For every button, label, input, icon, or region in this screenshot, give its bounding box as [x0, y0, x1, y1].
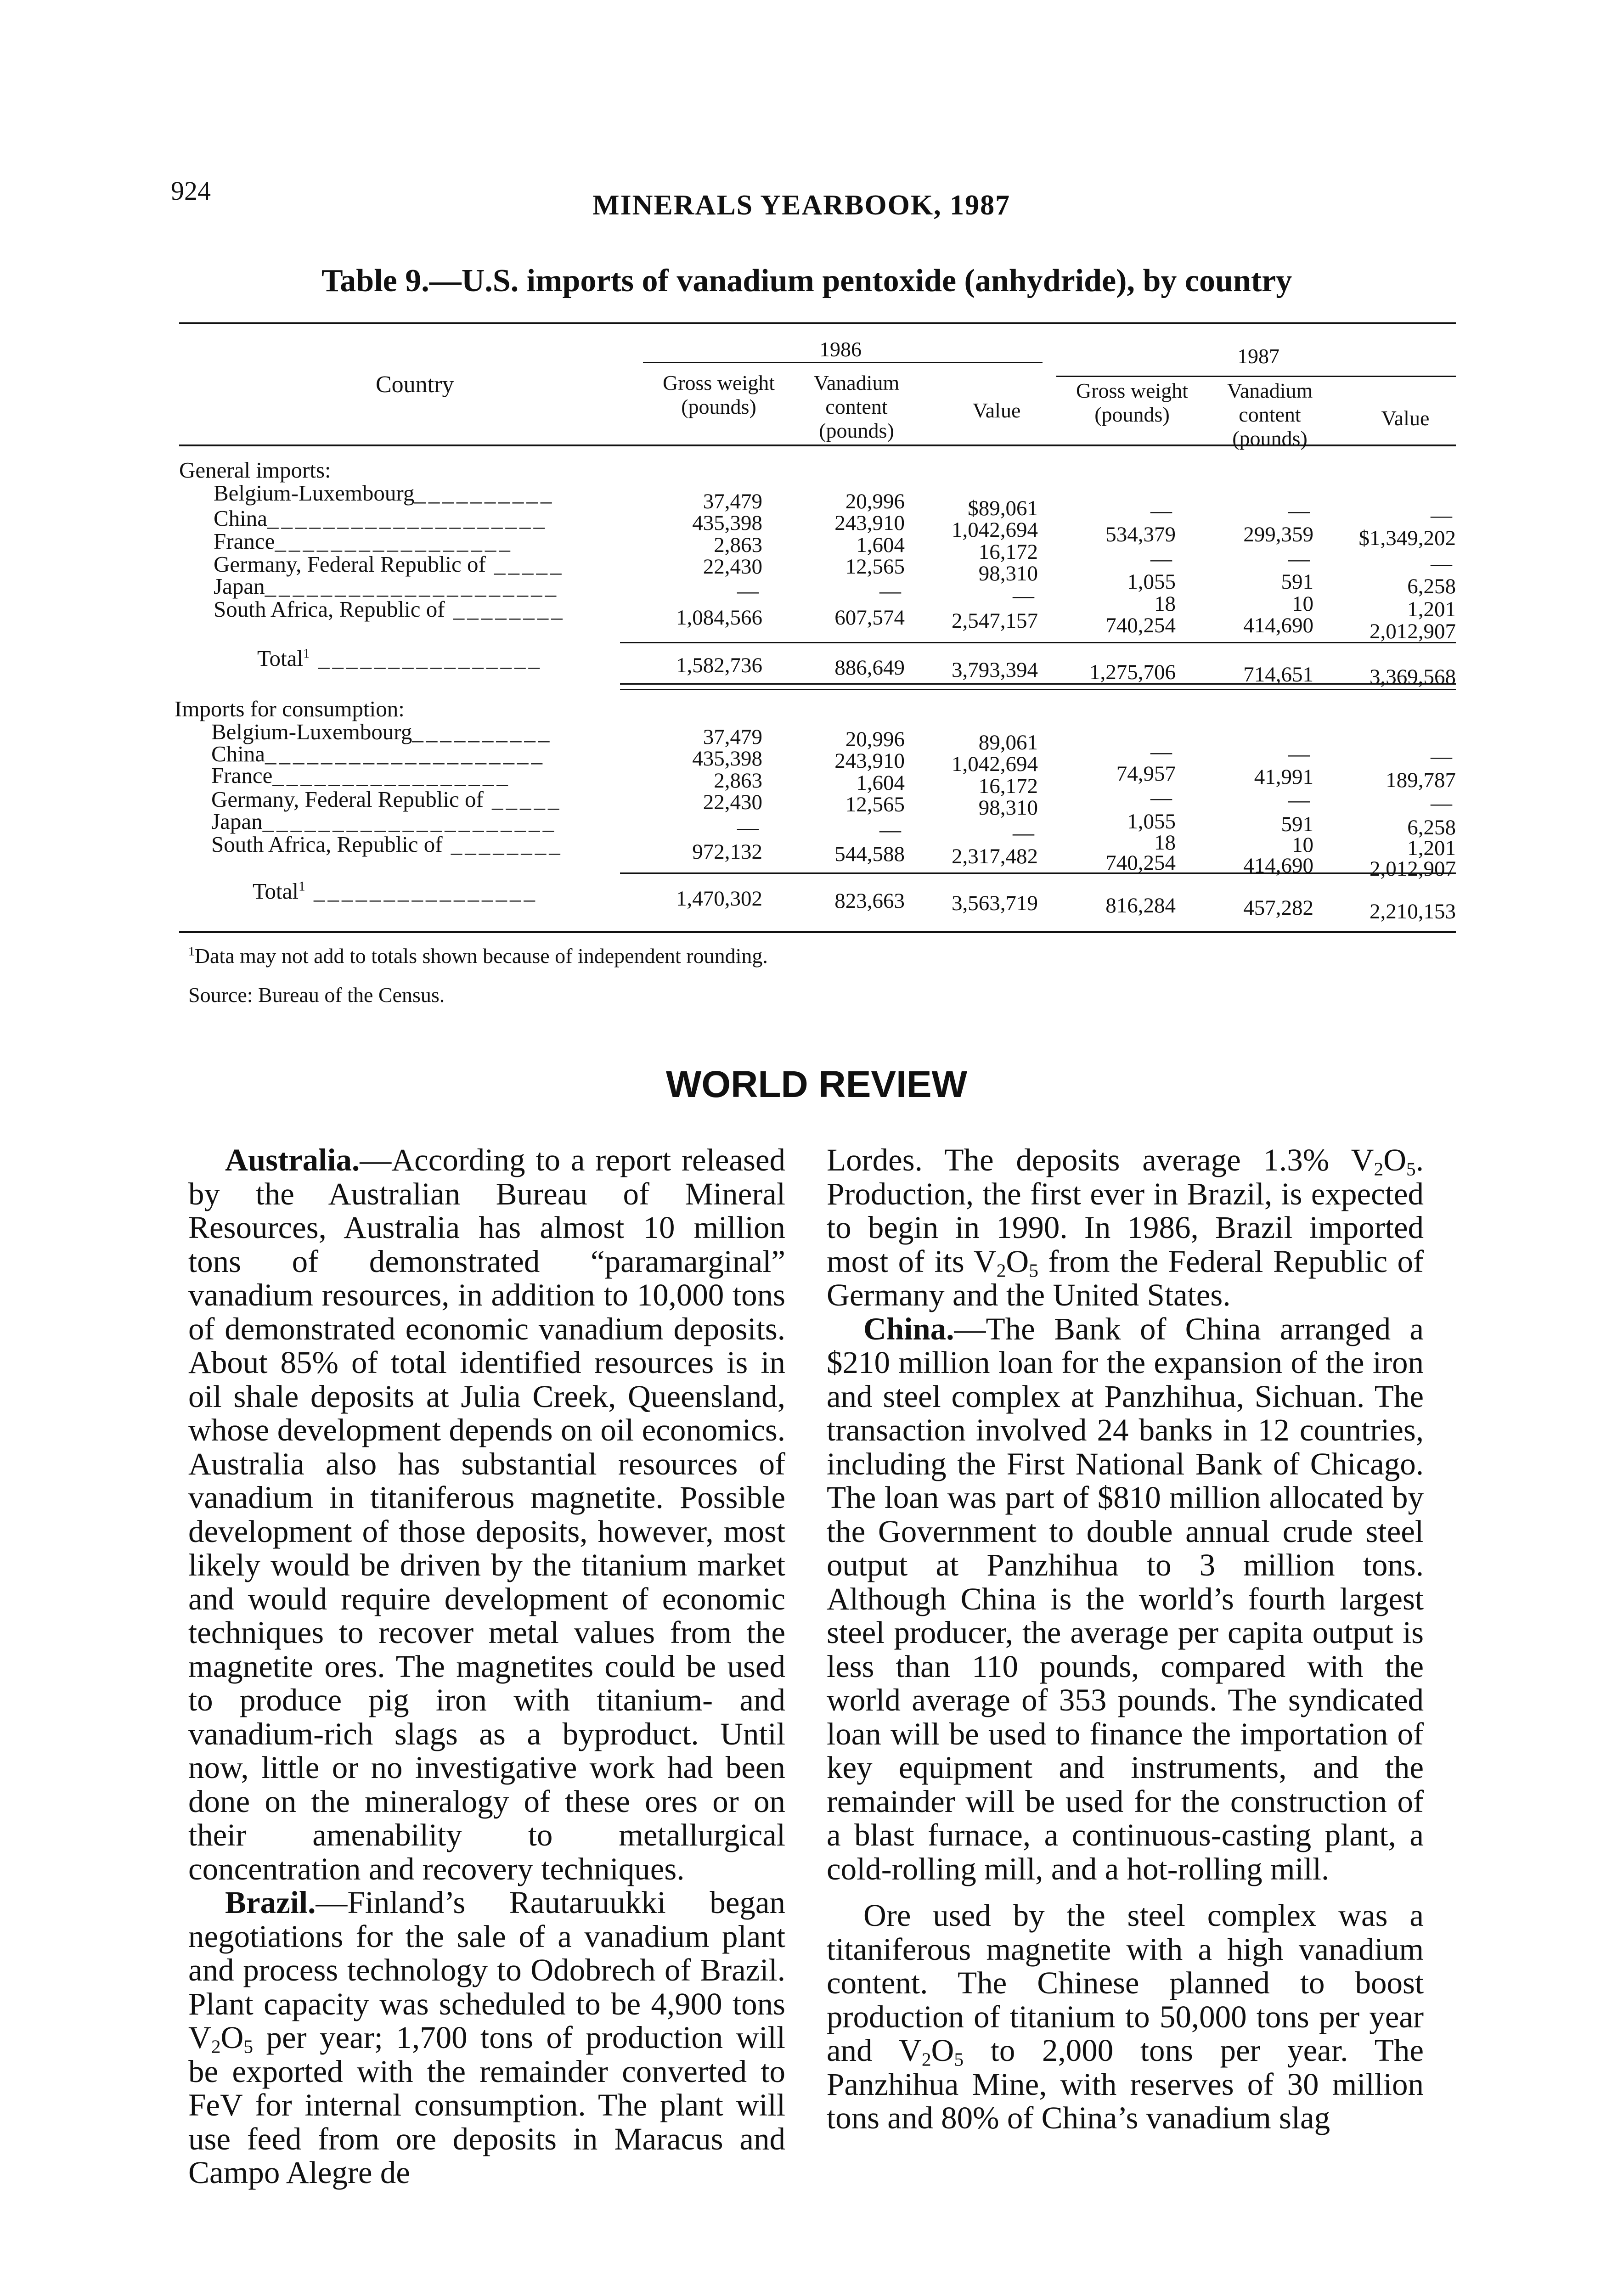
consumption-value-1987: 2,012,907 — [1370, 857, 1456, 881]
general-vanadium-1987: — — [1288, 499, 1313, 523]
consumption-gross-1987: — — [1150, 786, 1176, 810]
general-value-1987: 6,258 — [1407, 574, 1456, 598]
general-total-gross-1987: 1,275,706 — [1089, 660, 1176, 684]
consumption-gross-1986: 435,398 — [692, 747, 762, 771]
general-value-1987: 2,012,907 — [1370, 619, 1456, 643]
general-total-vanadium-1986: 886,649 — [834, 656, 905, 680]
consumption-vanadium-1986: 20,996 — [845, 727, 905, 751]
general-imports-label: General imports: — [179, 457, 331, 483]
consumption-value-1986: 98,310 — [978, 796, 1038, 820]
consumption-gross-1987: 1,055 — [1127, 810, 1176, 833]
lead-brazil: Brazil. — [225, 1885, 316, 1920]
consumption-gross-1986: 2,863 — [714, 769, 762, 793]
consumption-row-label: South Africa, Republic of ________ — [211, 832, 563, 857]
general-total-label: Total$^1$ ________________ — [257, 646, 542, 671]
general-vanadium-1986: 243,910 — [834, 511, 905, 535]
header-year-1987: 1987 — [1237, 344, 1279, 368]
consumption-vanadium-1986: 243,910 — [834, 749, 905, 773]
consumption-value-1986: 2,317,482 — [952, 844, 1038, 868]
general-vanadium-1986: 1,604 — [856, 533, 905, 557]
general-value-1987: 1,201 — [1407, 597, 1456, 621]
consumption-gross-1987: — — [1150, 740, 1176, 764]
general-total-value-1986: 3,793,394 — [952, 658, 1038, 682]
consumption-vanadium-1987: 10 — [1292, 833, 1313, 857]
consumption-vanadium-1987: 41,991 — [1254, 765, 1313, 789]
general-vanadium-1987: 10 — [1292, 592, 1313, 616]
header-vanadium-1987: Vanadium content (pounds) — [1227, 379, 1313, 450]
consumption-total-label: Total$^1$ ________________ — [253, 878, 538, 904]
section-heading: WORLD REVIEW — [666, 1064, 967, 1105]
table-footnote: $^1$Data may not add to totals shown because of independent rounding. — [188, 944, 768, 968]
consumption-total-value-1986: 3,563,719 — [952, 891, 1038, 915]
general-total-value-1987: 3,369,568 — [1370, 665, 1456, 689]
general-vanadium-1987: 299,359 — [1243, 523, 1313, 546]
general-row-label: China____________________ — [214, 506, 548, 531]
consumption-vanadium-1986: — — [879, 818, 905, 842]
consumption-row-label: Germany, Federal Republic of _____ — [211, 787, 562, 812]
year-1987-rule — [1056, 376, 1456, 377]
year-1986-rule — [643, 362, 1043, 363]
general-value-1987: — — [1431, 551, 1456, 575]
general-value-1986: 16,172 — [978, 540, 1038, 564]
consumption-vanadium-1987: 591 — [1281, 812, 1313, 836]
consumption-value-1986: — — [1013, 821, 1038, 845]
general-row-label: Germany, Federal Republic of _____ — [214, 551, 564, 577]
general-gross-1987: — — [1150, 547, 1176, 571]
general-gross-1986: 37,479 — [703, 490, 762, 513]
right-column — [827, 1143, 1424, 2135]
general-gross-1986: 435,398 — [692, 511, 762, 535]
general-value-1987: $1,349,202 — [1358, 526, 1456, 550]
consumption-total-gross-1986: 1,470,302 — [676, 887, 762, 911]
consumption-vanadium-1986: 1,604 — [856, 771, 905, 795]
consumption-vanadium-1987: — — [1288, 742, 1313, 766]
header-gross-1986: Gross weight (pounds) — [662, 371, 775, 418]
header-gross-1987: Gross weight (pounds) — [1076, 379, 1189, 426]
table-source: Source: Bureau of the Census. — [188, 983, 445, 1007]
general-gross-1987: 740,254 — [1105, 613, 1176, 637]
consumption-gross-1987: 18 — [1154, 831, 1176, 855]
header-year-1986: 1986 — [819, 338, 862, 361]
general-row-label: France_________________ — [214, 529, 513, 554]
consumption-row-label: Japan_____________________ — [211, 809, 557, 834]
general-gross-1986: 1,084,566 — [676, 606, 762, 630]
consumption-total-value-1987: 2,210,153 — [1370, 900, 1456, 923]
paragraph-china: China.—The Bank of China arranged a $210 million loan for the expansion of the iron and steel complex at Panzhihua, Sichuan. The transaction involved 24 banks in 12 countries, including the First National Bank of Chicago. The loan was part of $810 million allocated by the Government to double annual crude steel output at Panzhihua to 3 million tons. Although China is the world’s fourth largest steel producer, the average per capita output is less than 110 pounds, compared with the world average of 353 pounds. The syndicated loan will be used to finance the importation of key equipment and instruments, and the remainder will be used for the construction of a blast furnace, a continuous-casting plant, a cold-rolling mill, and a hot-rolling mill. — [827, 1311, 1424, 1886]
general-vanadium-1987: 414,690 — [1243, 613, 1313, 637]
paragraph-brazil: Brazil.—Finland’s Rautaruukki began negotiations for the sale of a vanadium plant and process technology to Odobrech of Brazil. Plant capacity was scheduled to be 4,900 tons $V_2O_5$ per year; 1,700 tons of production will be exported with the remainder converted to FeV for internal consumption. The plant will use feed from ore deposits in Maracus and Campo Alegre de — [188, 1885, 785, 2190]
paragraph-brazil-cont: Lordes. The deposits average 1.3% $V_2O_5$. Production, the first ever in Brazil, is expected to begin in 1990. In 1986, Brazil imported most of its $V_2O_5$ from the Federal Republic of Germany and the United States. — [827, 1142, 1424, 1312]
consumption-value-1987: — — [1431, 791, 1456, 815]
consumption-value-1987: 189,787 — [1386, 768, 1456, 792]
general-row-label: South Africa, Republic of ________ — [214, 597, 565, 622]
general-gross-1987: 534,379 — [1105, 523, 1176, 546]
general-value-1987: — — [1431, 503, 1456, 527]
general-value-1986: 98,310 — [978, 562, 1038, 585]
general-value-1986: 1,042,694 — [952, 518, 1038, 542]
paragraph-australia: Australia.—According to a report released by the Australian Bureau of Mineral Resources, Australia has almost 10 million tons of demonstrated “paramarginal” vanadium resources, in addition to 10,000 tons of demonstrated economic vanadium deposits. About 85% of total identified resources is in oil shale deposits at Julia Creek, Queensland, whose development depends on oil economics. Australia also has substantial resources of vanadium in titaniferous magnetite. Possible development of those deposits, however, most likely would be driven by the titanium market and would require development of economic techniques to recover metal values from the magnetite ores. The magnetites could be used to produce pig iron with titanium- and vanadium-rich slags as a byproduct. Until now, little or no investigative work had been done on the mineralogy of these ores or on their amenability to metallurgical concentration and recovery techniques. — [188, 1142, 785, 1886]
consumption-imports-label: Imports for consumption: — [175, 696, 405, 721]
consumption-gross-1987: 740,254 — [1105, 851, 1176, 875]
general-gross-1987: 18 — [1154, 592, 1176, 616]
consumption-gross-1986: 22,430 — [703, 790, 762, 814]
consumption-gross-1986: 972,132 — [692, 840, 762, 864]
general-gross-1986: — — [737, 579, 762, 603]
table-bottom-rule — [179, 931, 1456, 933]
general-gross-1987: 1,055 — [1127, 570, 1176, 594]
consumption-value-1987: — — [1431, 744, 1456, 768]
consumption-gross-1986: — — [737, 816, 762, 839]
general-value-1986: $89,061 — [968, 496, 1038, 520]
consumption-row-label: France_________________ — [211, 763, 511, 788]
consumption-total-vanadium-1986: 823,663 — [834, 889, 905, 913]
page-number: 924 — [171, 176, 211, 206]
general-row-label: Japan_____________________ — [214, 574, 559, 599]
general-vanadium-1986: 12,565 — [845, 555, 905, 579]
header-vanadium-1986: Vanadium content (pounds) — [813, 371, 900, 442]
consumption-row-label: Belgium-Luxembourg__________ — [211, 719, 552, 744]
general-vanadium-1987: 591 — [1281, 570, 1313, 594]
consumption-value-1986: 1,042,694 — [952, 752, 1038, 776]
running-head: MINERALS YEARBOOK, 1987 — [592, 190, 1011, 221]
consumption-value-1986: 16,172 — [978, 774, 1038, 798]
consumption-gross-1986: 37,479 — [703, 725, 762, 749]
consumption-total-gross-1987: 816,284 — [1105, 894, 1176, 917]
general-vanadium-1986: 607,574 — [834, 606, 905, 630]
lead-australia: Australia. — [225, 1142, 360, 1177]
general-vanadium-1987: — — [1288, 547, 1313, 571]
header-country: Country — [376, 371, 454, 398]
consumption-vanadium-1986: 12,565 — [845, 793, 905, 816]
consumption-gross-1987: 74,957 — [1116, 762, 1176, 786]
general-row-label: Belgium-Luxembourg__________ — [214, 480, 555, 506]
header-value-1986: Value — [972, 399, 1021, 422]
table-title: Table 9.—U.S. imports of vanadium pentoxide (anhydride), by country — [321, 263, 1292, 298]
general-gross-1986: 2,863 — [714, 533, 762, 557]
table-top-rule — [179, 322, 1456, 324]
consumption-value-1987: 6,258 — [1407, 816, 1456, 839]
general-value-1986: — — [1013, 584, 1038, 608]
consumption-value-1987: 1,201 — [1407, 836, 1456, 860]
consumption-value-1986: 89,061 — [978, 731, 1038, 754]
consumption-vanadium-1987: 414,690 — [1243, 854, 1313, 878]
general-gross-1986: 22,430 — [703, 555, 762, 579]
general-value-1986: 2,547,157 — [952, 609, 1038, 633]
general-total-vanadium-1987: 714,651 — [1243, 663, 1313, 687]
consumption-vanadium-1986: 544,588 — [834, 842, 905, 866]
left-column — [188, 1143, 785, 2190]
general-vanadium-1986: — — [879, 579, 905, 603]
general-total-gross-1986: 1,582,736 — [676, 653, 762, 677]
general-gross-1987: — — [1150, 499, 1176, 523]
consumption-total-vanadium-1987: 457,282 — [1243, 896, 1313, 920]
header-value-1987: Value — [1381, 406, 1430, 430]
lead-china: China. — [863, 1311, 954, 1346]
paragraph-ore: Ore used by the steel complex was a titaniferous magnetite with a high vanadium content. The Chinese planned to boost production of titanium to 50,000 tons per year and $V_2O_5$ to 2,000 tons per year. The Panzhihua Mine, with reserves of 30 million tons and 80% of China’s vanadium slag — [827, 1898, 1424, 2135]
consumption-vanadium-1987: — — [1288, 788, 1313, 812]
consumption-row-label: China____________________ — [211, 741, 546, 766]
general-vanadium-1986: 20,996 — [845, 490, 905, 513]
